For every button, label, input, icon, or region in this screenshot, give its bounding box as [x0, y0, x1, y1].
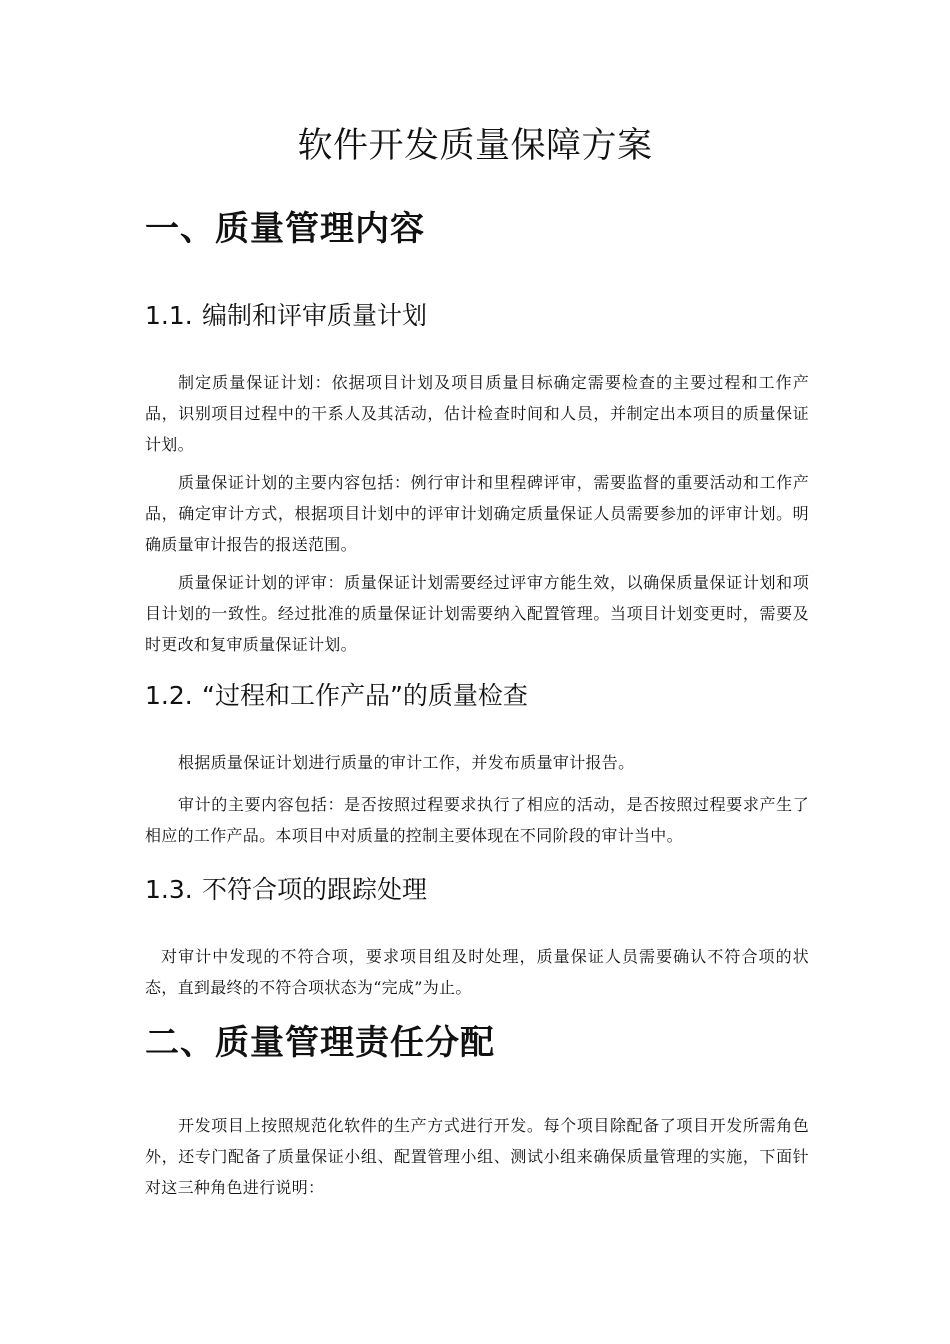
subsection-heading-1-2 [145, 679, 528, 713]
subsection-title: 编制和评审质量计划 [202, 301, 428, 330]
subsection-number: 1.2. [145, 681, 193, 710]
document-title: 软件开发质量保障方案 [297, 126, 653, 166]
paragraph: 开发项目上按照规范化软件的生产方式进行开发。每个项目除配备了项目开发所需角色外，还专门配备了质量保证小组、配置管理小组、测试小组来确保质量管理的实施，下面针对这三种角色进行说明： [145, 1116, 809, 1197]
subsection-number: 1.3. [145, 875, 193, 904]
section-heading-2: 二、质量管理责任分配 [145, 1023, 495, 1063]
subsection-title: 不符合项的跟踪处理 [202, 875, 428, 904]
paragraph: 质量保证计划的主要内容包括：例行审计和里程碑评审，需要监督的重要活动和工作产品，确定审计方式，根据项目计划中的评审计划确定质量保证人员需要参加的评审计划。明确质量审计报告的报送范围。 [145, 473, 809, 554]
paragraph: 对审计中发现的不符合项，要求项目组及时处理，质量保证人员需要确认不符合项的状态，直到最终的不符合项状态为“完成”为止。 [145, 947, 809, 997]
paragraph: 制定质量保证计划：依据项目计划及项目质量目标确定需要检查的主要过程和工作产品，识别项目过程中的干系人及其活动，估计检查时间和人员，并制定出本项目的质量保证计划。 [145, 373, 809, 454]
subsection-heading-1-1 [145, 299, 427, 333]
subsection-heading-1-3 [145, 873, 427, 907]
subsection-title: “过程和工作产品”的质量检查 [202, 681, 528, 710]
paragraph: 根据质量保证计划进行质量的审计工作，并发布质量审计报告。 [178, 753, 635, 772]
paragraph: 质量保证计划的评审：质量保证计划需要经过评审方能生效，以确保质量保证计划和项目计划的一致性。经过批准的质量保证计划需要纳入配置管理。当项目计划变更时，需要及时更改和复审质量保证计划。 [145, 573, 809, 654]
section-heading-1: 一、质量管理内容 [145, 209, 425, 249]
subsection-number: 1.1. [145, 301, 193, 330]
paragraph: 审计的主要内容包括：是否按照过程要求执行了相应的活动，是否按照过程要求产生了相应的工作产品。本项目中对质量的控制主要体现在不同阶段的审计当中。 [145, 795, 809, 845]
